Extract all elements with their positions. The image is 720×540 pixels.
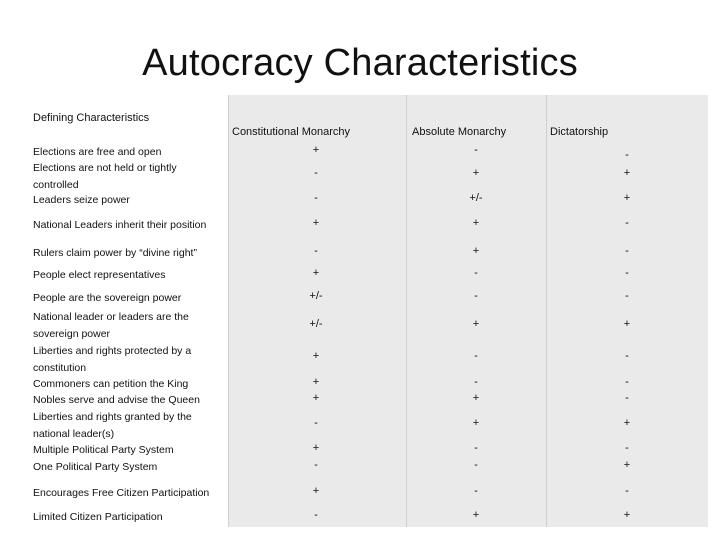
table-cell: - bbox=[625, 485, 629, 497]
table-cell: + bbox=[312, 217, 320, 229]
table-cell: + bbox=[312, 350, 320, 362]
table-cell: - bbox=[625, 290, 629, 302]
table-cell: + bbox=[472, 392, 480, 404]
table-cell: + bbox=[623, 459, 631, 471]
table-cell: - bbox=[474, 442, 478, 454]
table-cell: + bbox=[623, 509, 631, 521]
table-cell: + bbox=[623, 417, 631, 429]
table-cell: - bbox=[474, 350, 478, 362]
table-cell: + bbox=[472, 245, 480, 257]
header-defining-characteristics: Defining Characteristics bbox=[33, 112, 150, 124]
row-label: Encourages Free Citizen Participation bbox=[33, 487, 210, 499]
table-cell: + bbox=[312, 485, 320, 497]
row-label: One Political Party System bbox=[33, 461, 158, 473]
table-cell: + bbox=[623, 167, 631, 179]
row-label: Liberties and rights protected by a constitution bbox=[33, 345, 192, 374]
row-label: Elections are free and open bbox=[33, 146, 162, 158]
table-cell: + bbox=[472, 509, 480, 521]
characteristics-table bbox=[28, 95, 708, 527]
table-cell: - bbox=[625, 245, 629, 257]
row-label: Nobles serve and advise the Queen bbox=[33, 394, 200, 406]
header-constitutional-monarchy: Constitutional Monarchy bbox=[232, 126, 351, 138]
row-label: National Leaders inherit their position bbox=[33, 219, 207, 231]
table-cell: - bbox=[314, 459, 318, 471]
table-cell: - bbox=[625, 376, 629, 388]
table-cell: + bbox=[623, 192, 631, 204]
row-label: Rulers claim power by “divine right” bbox=[33, 247, 197, 259]
table-cell: +/- bbox=[309, 318, 323, 330]
table-cell: + bbox=[312, 267, 320, 279]
table-cell: + bbox=[312, 376, 320, 388]
row-label: Elections are not held or tightly controlled bbox=[33, 162, 177, 191]
table-cell: - bbox=[474, 459, 478, 471]
table-cell: - bbox=[474, 485, 478, 497]
row-label: National leader or leaders are the sovereign power bbox=[33, 311, 189, 340]
table-cell: +/- bbox=[309, 290, 323, 302]
table-cell: - bbox=[474, 144, 478, 156]
table-cell: - bbox=[314, 167, 318, 179]
table-cell: - bbox=[625, 442, 629, 454]
table-cell: - bbox=[625, 217, 629, 229]
row-label: Liberties and rights granted by the national leader(s) bbox=[33, 411, 192, 440]
table-cell: - bbox=[474, 267, 478, 279]
table-cell: - bbox=[625, 149, 629, 161]
header-absolute-monarchy: Absolute Monarchy bbox=[412, 126, 507, 138]
table-cell: +/- bbox=[469, 192, 483, 204]
row-label: Leaders seize power bbox=[33, 194, 130, 206]
table-cell: - bbox=[625, 392, 629, 404]
row-label: Commoners can petition the King bbox=[33, 378, 189, 390]
row-label: Multiple Political Party System bbox=[33, 444, 174, 456]
table-cell: - bbox=[625, 267, 629, 279]
page-title: Autocracy Characteristics bbox=[142, 42, 578, 84]
table-cell: - bbox=[314, 417, 318, 429]
row-label: People elect representatives bbox=[33, 269, 166, 281]
table-cell: - bbox=[314, 245, 318, 257]
table-cell: + bbox=[472, 217, 480, 229]
column-divider bbox=[546, 95, 547, 527]
table-cell: - bbox=[474, 290, 478, 302]
table-cell: + bbox=[472, 167, 480, 179]
table-cell: - bbox=[314, 192, 318, 204]
table-cell: + bbox=[472, 318, 480, 330]
table-cell: + bbox=[312, 144, 320, 156]
column-divider bbox=[228, 95, 229, 527]
table-cell: + bbox=[623, 318, 631, 330]
table-cell: + bbox=[312, 392, 320, 404]
table-cell: + bbox=[472, 417, 480, 429]
row-label: People are the sovereign power bbox=[33, 292, 182, 304]
table-cell: - bbox=[474, 376, 478, 388]
table-cell: - bbox=[625, 350, 629, 362]
row-label: Limited Citizen Participation bbox=[33, 511, 163, 523]
table-cell: + bbox=[312, 442, 320, 454]
column-divider bbox=[406, 95, 407, 527]
header-dictatorship: Dictatorship bbox=[550, 126, 609, 138]
table-cell: - bbox=[314, 509, 318, 521]
